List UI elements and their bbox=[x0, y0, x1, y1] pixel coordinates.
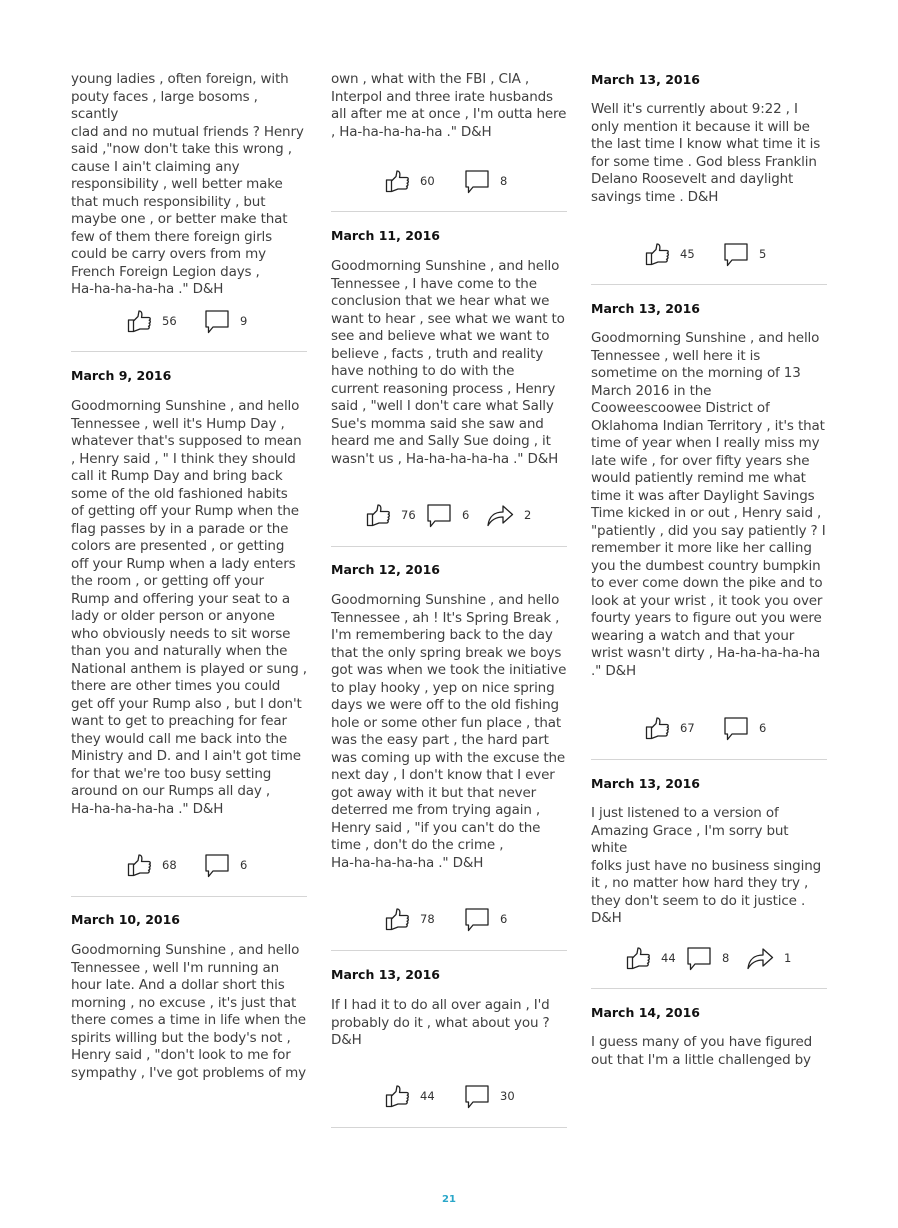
like-button[interactable] bbox=[366, 500, 416, 530]
comment-icon bbox=[686, 945, 712, 971]
like-button[interactable] bbox=[385, 904, 435, 934]
like-button[interactable] bbox=[127, 306, 177, 336]
comment-button[interactable] bbox=[686, 943, 729, 973]
post-date: March 10, 2016 bbox=[71, 912, 180, 927]
post-text: own , what with the FBI , CIA , Interpol and three irate husbands all after me at once , I'm outta here , Ha-ha-ha-ha-ha ." D&H bbox=[331, 71, 567, 140]
thumbs-up-icon bbox=[127, 309, 152, 333]
like-count: 44 bbox=[420, 1089, 435, 1103]
post-stats bbox=[591, 943, 827, 973]
thumbs-up-icon bbox=[385, 1084, 410, 1108]
divider bbox=[331, 950, 567, 951]
like-button[interactable] bbox=[645, 239, 695, 269]
post-date: March 12, 2016 bbox=[331, 562, 440, 577]
thumbs-up-icon bbox=[385, 169, 410, 193]
post-text: Goodmorning Sunshine , and hello Tennessee , ah ! It's Spring Break , I'm remembering back to the day that the only spring break we boys got was when we took the initiative to play hooky , yep on nice spring days we were off to the old fishing hole or some other fun place , that was the easy part , the hard part was coming up with the excuse the next day , I don't know that I ever got away with it but that never deterred me from trying again , Henry said , "if you can't do the time , don't do the crime , Ha-ha-ha-ha-ha ." D&H bbox=[331, 592, 567, 871]
comment-icon bbox=[204, 308, 230, 334]
divider bbox=[591, 284, 827, 285]
like-count: 78 bbox=[420, 912, 435, 926]
post-text: If I had it to do all over again , I'd probably do it , what about you ? D&H bbox=[331, 997, 550, 1048]
comment-button[interactable] bbox=[723, 713, 766, 743]
comment-count: 6 bbox=[462, 508, 470, 522]
thumbs-up-icon bbox=[626, 946, 651, 970]
post-text: Goodmorning Sunshine , and hello Tennessee , I have come to the conclusion that we hear what we want to hear , see what we want to see and believe what we want to believe , facts , truth and reality have nothing to do with the current reasoning process , Henry said , "well I don't care what Sally Sue's momma said she saw and heard me and Sally Sue doing , it wasn't us , Ha-ha-ha-ha-ha ." D&H bbox=[331, 258, 565, 467]
comment-count: 6 bbox=[240, 858, 248, 872]
post-text: I just listened to a version of Amazing Grace , I'm sorry but white folks just have no business singing it , no matter how hard they try , they don't seem to do it justice . D&H bbox=[591, 805, 822, 926]
share-arrow-icon bbox=[486, 503, 514, 527]
thumbs-up-icon bbox=[127, 853, 152, 877]
divider bbox=[331, 546, 567, 547]
post-text: Goodmorning Sunshine , and hello Tennessee , well here it is sometime on the morning of 13 March 2016 in the Cooweescoowee District of Oklahoma Indian Territory , it's that time of year when I really miss my late wife , for over fifty years she would patiently remind me what time it was after Daylight Savings Time kicked in or out , Henry said , "patiently , did you say patiently ? I remember it more like her calling you the dumbest country bumpkin to ever come down the pike and to look at your wrist , it took you over fourty years to figure out you were wearing a watch and that your wrist wasn't dirty , Ha-ha-ha-ha-ha ." D&H bbox=[591, 330, 826, 679]
post-text: Goodmorning Sunshine , and hello Tennessee , well I'm running an hour late. And a dollar short this morning , no excuse , it's just that there comes a time in life when the spirits willing but the body's not , Henry said , "don't look to me for sympathy , I've got problems of my bbox=[71, 942, 306, 1081]
post-text: young ladies , often foreign, with pouty faces , large bosoms , scantly clad and no mutual friends ? Henry said ,"now don't take this wrong , cause I ain't claiming any responsibility , well better make that much responsibility , but maybe one , or better make that few of them there foreign girls could be carry overs from my French Foreign Legion days , Ha-ha-ha-ha-ha ." D&H bbox=[71, 71, 304, 297]
post-stats bbox=[71, 306, 307, 336]
thumbs-up-icon bbox=[645, 716, 670, 740]
comment-count: 6 bbox=[500, 912, 508, 926]
page-number: 21 bbox=[442, 1194, 456, 1205]
divider bbox=[331, 1127, 567, 1128]
comment-count: 6 bbox=[759, 721, 767, 735]
comment-count: 5 bbox=[759, 247, 767, 261]
comment-count: 8 bbox=[500, 174, 508, 188]
divider bbox=[591, 759, 827, 760]
thumbs-up-icon bbox=[366, 503, 391, 527]
post-stats bbox=[591, 239, 827, 269]
post-date: March 13, 2016 bbox=[591, 301, 700, 316]
post-text: Goodmorning Sunshine , and hello Tennessee , well it's Hump Day , whatever that's supposed to mean , Henry said , " I think they should call it Rump Day and bring back some of the old fashioned habits of getting off your Rump when the flag passes by in a parade or the colors are presented , or getting off your Rump when a lady enters the room , or getting off your Rump and offering your seat to a lady or older person or anyone who obviously needs to sit worse than you and naturally when the National anthem is played or sung , there are other times you could get off your Rump also , but I don't want to get to preaching for fear they would call me back into the Ministry and D. and I ain't got time for that we're too busy setting around on our Rumps all day , Ha-ha-ha-ha-ha ." D&H bbox=[71, 398, 307, 817]
comment-button[interactable] bbox=[204, 306, 247, 336]
divider bbox=[591, 988, 827, 989]
post-date: March 13, 2016 bbox=[591, 776, 700, 791]
like-button[interactable] bbox=[385, 166, 435, 196]
comment-button[interactable] bbox=[464, 904, 507, 934]
divider bbox=[71, 351, 307, 352]
comment-button[interactable] bbox=[204, 850, 247, 880]
comment-icon bbox=[464, 1083, 490, 1109]
comment-button[interactable] bbox=[723, 239, 766, 269]
comment-icon bbox=[204, 852, 230, 878]
comment-count: 9 bbox=[240, 314, 248, 328]
post-date: March 13, 2016 bbox=[331, 967, 440, 982]
post-stats bbox=[71, 850, 307, 880]
like-button[interactable] bbox=[645, 713, 695, 743]
share-button[interactable] bbox=[486, 500, 531, 530]
post-date: March 11, 2016 bbox=[331, 228, 440, 243]
like-button[interactable] bbox=[127, 850, 177, 880]
comment-button[interactable] bbox=[464, 1081, 515, 1111]
comment-icon bbox=[464, 168, 490, 194]
share-count: 2 bbox=[524, 508, 532, 522]
share-count: 1 bbox=[784, 951, 792, 965]
comment-count: 30 bbox=[500, 1089, 515, 1103]
like-count: 76 bbox=[401, 508, 416, 522]
post-date: March 9, 2016 bbox=[71, 368, 172, 383]
comment-icon bbox=[723, 715, 749, 741]
post-stats bbox=[331, 166, 567, 196]
post-text: I guess many of you have figured out that I'm a little challenged by bbox=[591, 1034, 813, 1068]
like-count: 68 bbox=[162, 858, 177, 872]
comment-icon bbox=[426, 502, 452, 528]
thumbs-up-icon bbox=[645, 242, 670, 266]
like-button[interactable] bbox=[626, 943, 676, 973]
like-count: 44 bbox=[661, 951, 676, 965]
comment-icon bbox=[723, 241, 749, 267]
like-count: 60 bbox=[420, 174, 435, 188]
like-count: 56 bbox=[162, 314, 177, 328]
comment-icon bbox=[464, 906, 490, 932]
comment-button[interactable] bbox=[426, 500, 469, 530]
post-date: March 13, 2016 bbox=[591, 72, 700, 87]
like-count: 67 bbox=[680, 721, 695, 735]
post-text: Well it's currently about 9:22 , I only mention it because it will be the last time I know what time it is for some time . God bless Franklin Delano Roosevelt and daylight savings time . D&H bbox=[591, 101, 821, 205]
like-count: 45 bbox=[680, 247, 695, 261]
comment-button[interactable] bbox=[464, 166, 507, 196]
post-date: March 14, 2016 bbox=[591, 1005, 700, 1020]
thumbs-up-icon bbox=[385, 907, 410, 931]
divider bbox=[71, 896, 307, 897]
post-stats bbox=[331, 1081, 567, 1111]
share-button[interactable] bbox=[746, 943, 791, 973]
post-stats bbox=[331, 500, 567, 530]
post-stats bbox=[591, 713, 827, 743]
like-button[interactable] bbox=[385, 1081, 435, 1111]
share-arrow-icon bbox=[746, 946, 774, 970]
post-stats bbox=[331, 904, 567, 934]
comment-count: 8 bbox=[722, 951, 730, 965]
divider bbox=[331, 211, 567, 212]
